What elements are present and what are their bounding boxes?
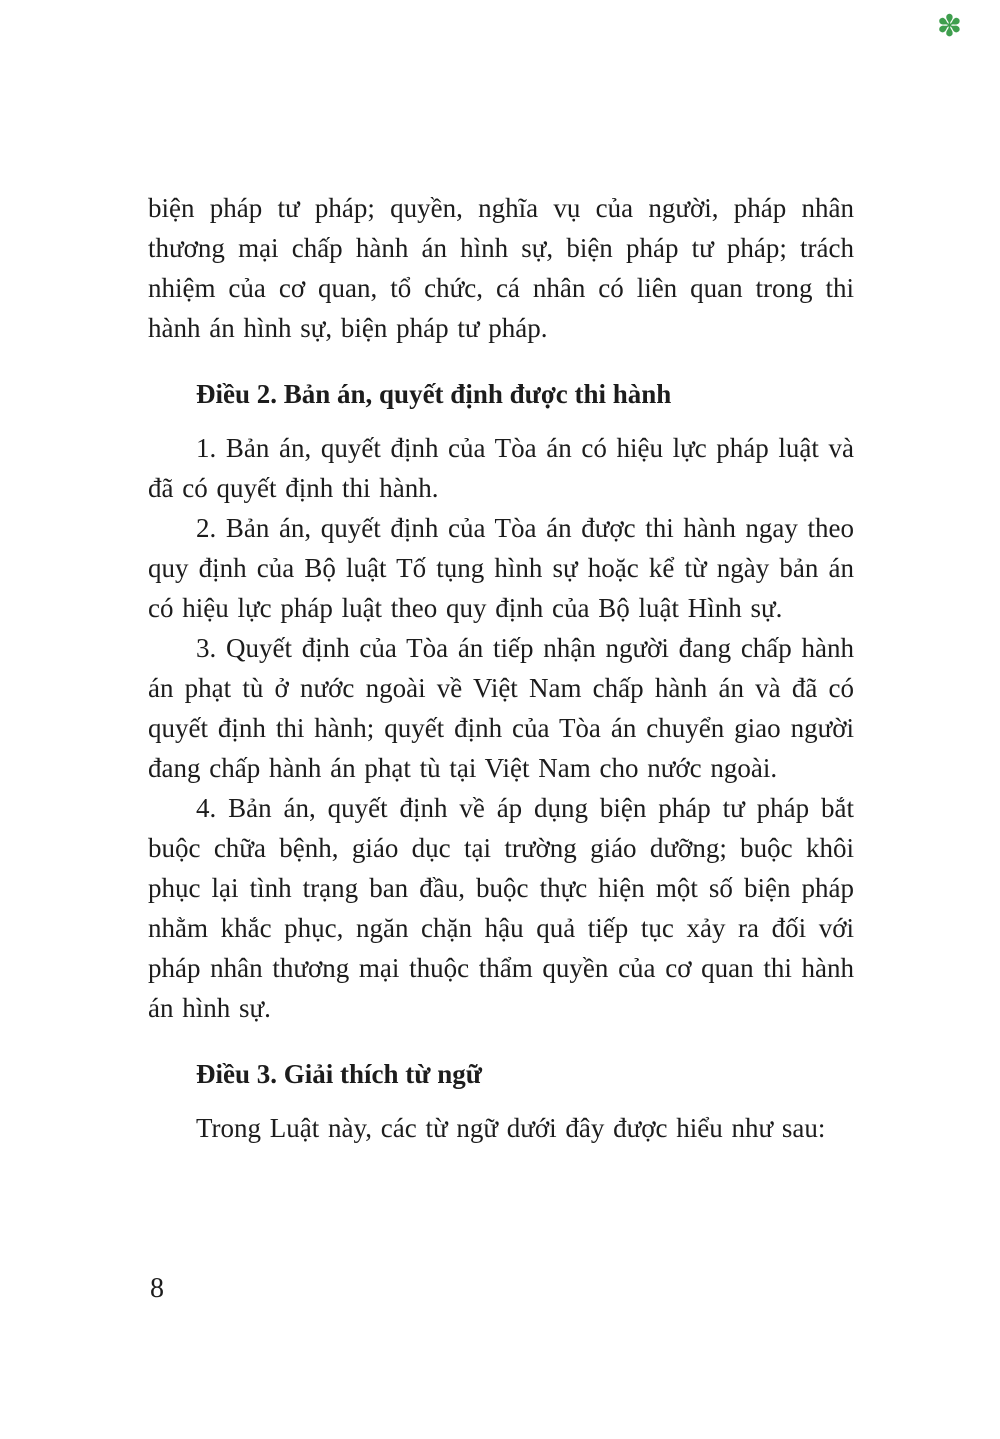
paragraph-intro: Trong Luật này, các từ ngữ dưới đây được hiểu như sau: bbox=[196, 1113, 826, 1143]
paragraph-clause-3: 3. Quyết định của Tòa án tiếp nhận người đang chấp hành án phạt tù ở nước ngoài về Việt Nam chấp hành án và đã có quyết định thi hành; quyết định của Tòa án chuyển giao người đang chấp hành án phạt tù tại Việt Nam cho nước ngoài. bbox=[148, 633, 854, 783]
paragraph-clause-4: 4. Bản án, quyết định về áp dụng biện pháp tư pháp bắt buộc chữa bệnh, giáo dục tại trường giáo dưỡng; buộc khôi phục lại tình trạng ban đầu, buộc thực hiện một số biện pháp nhằm khắc phục, ngăn chặn hậu quả tiếp tục xảy ra đối với pháp nhân thương mại thuộc thẩm quyền của cơ quan thi hành án hình sự. bbox=[148, 793, 854, 1023]
page-number: 8 bbox=[150, 1273, 164, 1304]
page-text-block bbox=[148, 188, 854, 1148]
article-heading-dieu-3: Điều 3. Giải thích từ ngữ bbox=[196, 1059, 482, 1089]
paragraph-clause-2: 2. Bản án, quyết định của Tòa án được thi hành ngay theo quy định của Bộ luật Tố tụng hình sự hoặc kể từ ngày bản án có hiệu lực pháp luật theo quy định của Bộ luật Hình sự. bbox=[148, 513, 854, 623]
paragraph-clause-1: 1. Bản án, quyết định của Tòa án có hiệu lực pháp luật và đã có quyết định thi hành. bbox=[148, 433, 854, 503]
article-heading-dieu-2: Điều 2. Bản án, quyết định được thi hành bbox=[196, 379, 672, 409]
flower-ornament-icon: ✽ bbox=[936, 10, 962, 43]
paragraph-continuation: biện pháp tư pháp; quyền, nghĩa vụ của người, pháp nhân thương mại chấp hành án hình sự, biện pháp tư pháp; trách nhiệm của cơ quan, tổ chức, cá nhân có liên quan trong thi hành án hình sự, biện pháp tư pháp. bbox=[148, 193, 854, 343]
